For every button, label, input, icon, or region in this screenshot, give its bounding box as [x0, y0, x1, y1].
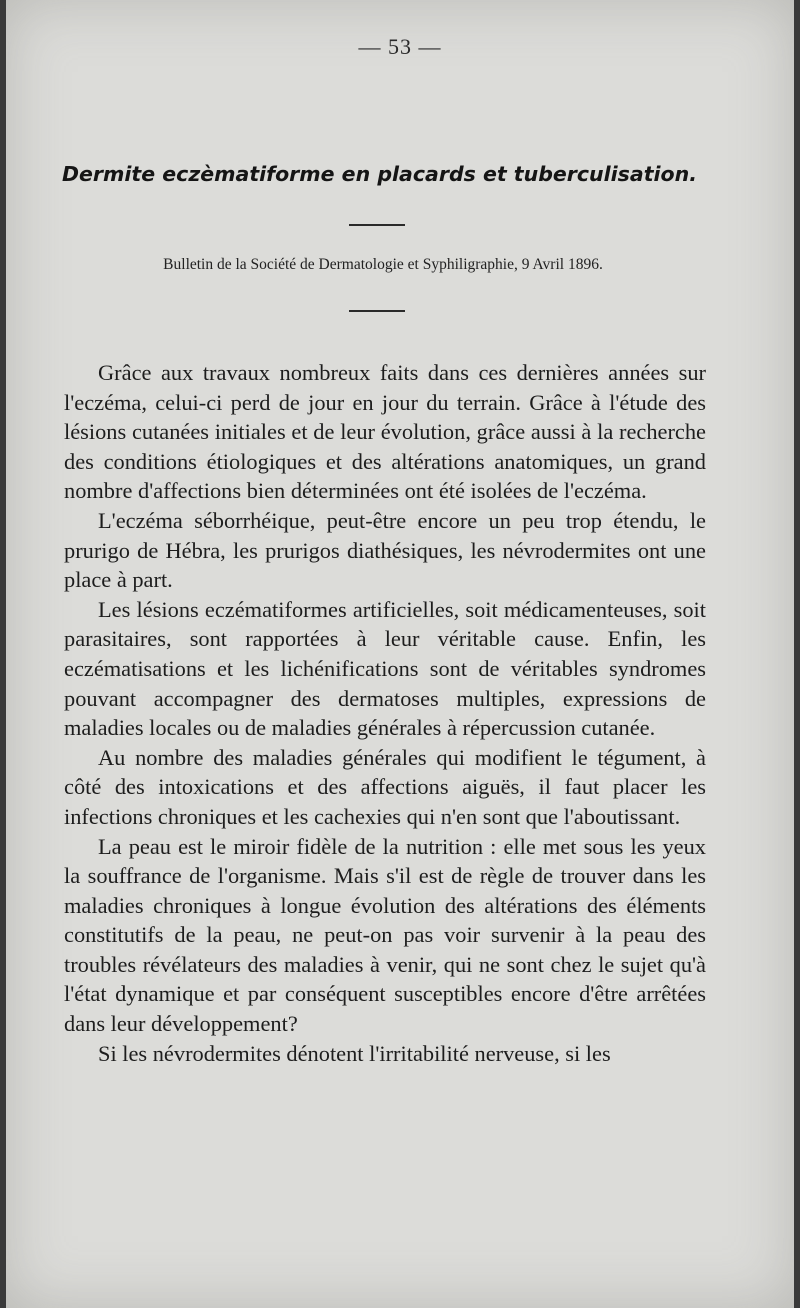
body-text [64, 358, 706, 1068]
separator-rule-bottom [349, 310, 405, 312]
document-page [6, 0, 794, 1308]
separator-rule-top [349, 224, 405, 226]
paragraph: Si les névrodermites dénotent l'irritabilité nerveuse, si les [98, 1040, 611, 1066]
page-number: — 53 — [358, 34, 442, 59]
source-citation: Bulletin de la Société de Dermatologie et Syphiligraphie, 9 Avril 1896. [163, 256, 603, 273]
paragraph: Les lésions eczématiformes artificielles, soit médicamenteuses, soit parasitaires, sont rapportées à leur véritable cause. Enfin, les eczématisations et les lichénifications sont de véritables syndromes pouvant accompagner des dermatoses multiples, expressions de maladies locales ou de maladies générales à répercussion cutanée. [64, 596, 706, 741]
paragraph: L'eczéma séborrhéique, peut-être encore un peu trop étendu, le prurigo de Hébra, les prurigos diathésiques, les névrodermites ont une place à part. [64, 507, 706, 593]
paragraph: Grâce aux travaux nombreux faits dans ces dernières années sur l'eczéma, celui-ci perd de jour en jour du terrain. Grâce à l'étude des lésions cutanées initiales et de leur évolution, grâce aussi à la recherche des conditions étiologiques et des altérations anatomiques, un grand nombre d'affections bien déterminées ont été isolées de l'eczéma. [64, 360, 706, 504]
paragraph: Au nombre des maladies générales qui modifient le tégument, à côté des intoxications et des affections aiguës, il faut placer les infections chroniques et les cachexies qui n'en sont que l'aboutissant. [64, 744, 706, 829]
paragraph: La peau est le miroir fidèle de la nutrition : elle met sous les yeux la souffrance de l'organisme. Mais s'il est de règle de trouver dans les maladies chroniques à longue évolution des altérations des éléments constitutifs de la peau, ne peut-on pas voir survenir à la peau des troubles révélateurs des maladies à venir, qui ne sont chez le sujet qu'à l'état dynamique et par conséquent susceptibles encore d'être arrêtées dans leur développement? [64, 833, 706, 1037]
article-title: Dermite eczèmatiforme en placards et tuberculisation. [62, 162, 698, 186]
